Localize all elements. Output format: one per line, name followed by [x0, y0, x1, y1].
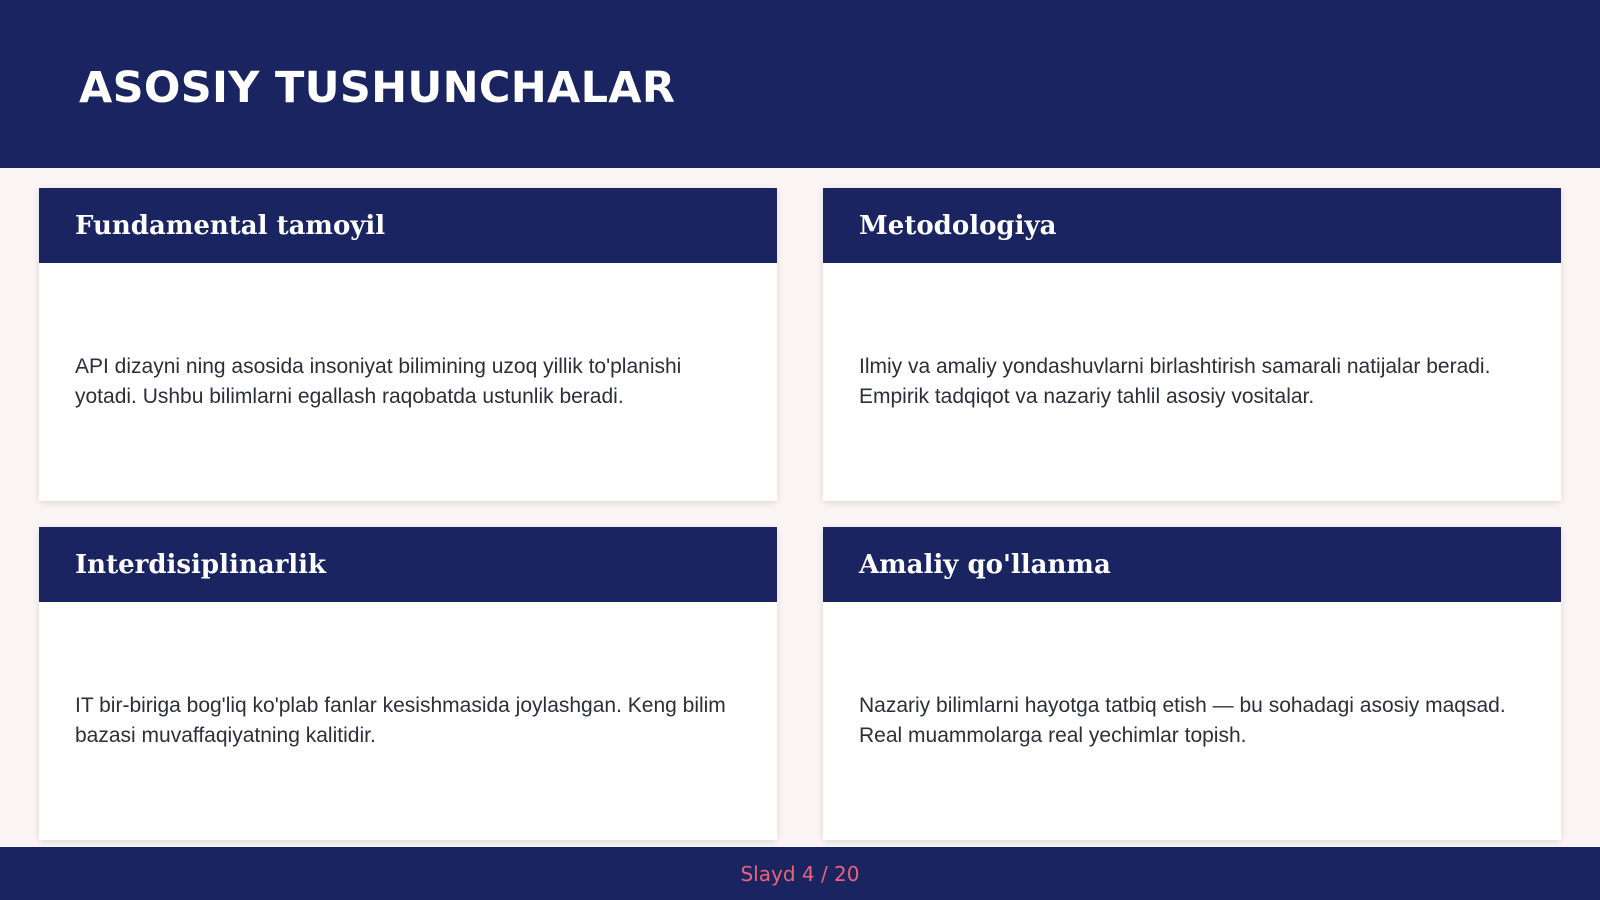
- card-body: [823, 602, 1561, 840]
- card-text: API dizayni ning asosida insoniyat bilimining uzoq yillik to'planishi yotadi. Ushbu bilimlarni egallash raqobatda ustunlik beradi.: [75, 355, 682, 408]
- header-bar: [0, 0, 1600, 168]
- card-title: Fundamental tamoyil: [75, 210, 386, 241]
- card-header: [823, 188, 1561, 263]
- card-header: [39, 527, 777, 602]
- card-header: [39, 188, 777, 263]
- card-text: Ilmiy va amaliy yondashuvlarni birlashtirish samarali natijalar beradi. Empirik tadqiqot va nazariy tahlil asosiy vositalar.: [859, 355, 1491, 408]
- card-title: Amaliy qo'llanma: [859, 549, 1111, 580]
- page-title: ASOSIY TUSHUNCHALAR: [79, 63, 676, 113]
- slide-counter: Slayd 4 / 20: [740, 861, 860, 886]
- card-title: Interdisiplinarlik: [75, 549, 327, 580]
- card-methodology: [823, 188, 1561, 501]
- card-title: Metodologiya: [859, 210, 1057, 241]
- card-text: Nazariy bilimlarni hayotga tatbiq etish — bu sohadagi asosiy maqsad. Real muammolarga real yechimlar topish.: [859, 694, 1506, 747]
- card-body: [823, 263, 1561, 501]
- footer-bar: [0, 847, 1600, 900]
- card-interdisciplinarity: [39, 527, 777, 840]
- card-body: [39, 602, 777, 840]
- card-practical-application: [823, 527, 1561, 840]
- card-fundamental-principle: [39, 188, 777, 501]
- card-body: [39, 263, 777, 501]
- card-text: IT bir-biriga bog'liq ko'plab fanlar kesishmasida joylashgan. Keng bilim bazasi muvaffaqiyatning kalitidir.: [75, 694, 726, 747]
- card-header: [823, 527, 1561, 602]
